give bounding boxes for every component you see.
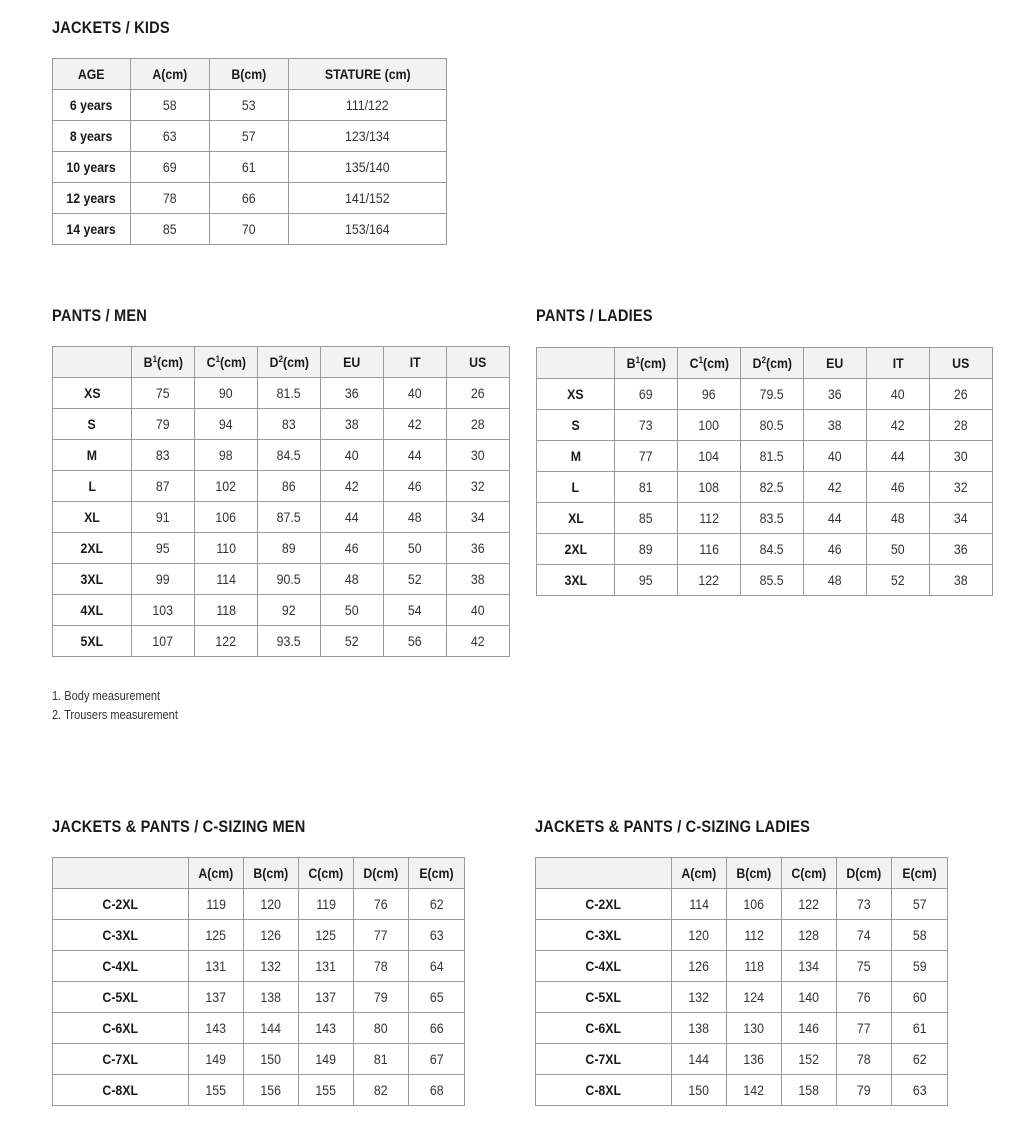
row-label: 12 years	[53, 183, 131, 214]
table-row	[53, 121, 447, 152]
column-header: B(cm)	[244, 858, 299, 889]
footnotes	[52, 686, 200, 724]
column-header: $D^2(cm)$	[741, 348, 804, 379]
table-cell: 141/152	[289, 183, 447, 214]
row-label: C-7XL	[53, 1044, 189, 1075]
table-cell: 95	[615, 565, 678, 596]
table-row	[537, 565, 993, 596]
column-header: D(cm)	[837, 858, 892, 889]
row-label: 3XL	[53, 564, 132, 595]
table-cell: 82.5	[741, 472, 804, 503]
table-cell: 40	[867, 379, 930, 410]
table-cell: 143	[299, 1013, 354, 1044]
column-header: $D^2(cm)$	[258, 347, 321, 378]
table-cell: 62	[892, 1044, 948, 1075]
row-label: C-2XL	[536, 889, 672, 920]
table-cell: 44	[867, 441, 930, 472]
table-cell: 94	[195, 409, 258, 440]
table-row	[536, 1044, 948, 1075]
table-row	[537, 503, 993, 534]
table-cell: 138	[672, 1013, 727, 1044]
table-cell: 81	[354, 1044, 409, 1075]
column-header: EU	[321, 347, 384, 378]
table-row	[536, 982, 948, 1013]
table-row	[53, 564, 510, 595]
table-cell: 57	[892, 889, 948, 920]
table-cell: 99	[132, 564, 195, 595]
table-cell: 92	[258, 595, 321, 626]
row-label: XS	[53, 378, 132, 409]
table-cell: 91	[132, 502, 195, 533]
column-header: B(cm)	[210, 59, 289, 90]
table-cell: 132	[672, 982, 727, 1013]
table-cell: 59	[892, 951, 948, 982]
table-row	[53, 889, 465, 920]
row-label: C-4XL	[53, 951, 189, 982]
table-cell: 34	[930, 503, 993, 534]
table-cell: 54	[384, 595, 447, 626]
csizing-men-table	[52, 857, 465, 1106]
table-row	[53, 214, 447, 245]
row-label: C-5XL	[53, 982, 189, 1013]
table-cell: 36	[930, 534, 993, 565]
table-cell: 81.5	[741, 441, 804, 472]
row-label: C-3XL	[53, 920, 189, 951]
jackets-kids-table	[52, 58, 447, 245]
table-cell: 122	[782, 889, 837, 920]
table-cell: 126	[672, 951, 727, 982]
table-cell: 79	[837, 1075, 892, 1106]
table-row	[537, 472, 993, 503]
table-cell: 50	[321, 595, 384, 626]
table-cell: 155	[189, 1075, 244, 1106]
table-cell: 44	[321, 502, 384, 533]
table-cell: 93.5	[258, 626, 321, 657]
table-row	[537, 441, 993, 472]
table-row	[53, 595, 510, 626]
table-cell: 52	[384, 564, 447, 595]
table-cell: 82	[354, 1075, 409, 1106]
table-cell: 87.5	[258, 502, 321, 533]
table-cell: 103	[132, 595, 195, 626]
table-row	[537, 410, 993, 441]
table-cell: 119	[299, 889, 354, 920]
table-cell: 112	[678, 503, 741, 534]
table-cell: 34	[447, 502, 510, 533]
pants-ladies-table	[536, 347, 993, 596]
table-row	[53, 502, 510, 533]
column-header: A(cm)	[672, 858, 727, 889]
table-cell: 136	[727, 1044, 782, 1075]
footnote-1: 1. Body measurement	[52, 688, 161, 703]
row-label: 10 years	[53, 152, 131, 183]
table-row	[53, 378, 510, 409]
row-label: 2XL	[537, 534, 615, 565]
table-cell: 86	[258, 471, 321, 502]
table-cell: 131	[299, 951, 354, 982]
table-cell: 68	[409, 1075, 465, 1106]
table-cell: 67	[409, 1044, 465, 1075]
table-row	[536, 1013, 948, 1044]
table-cell: 83	[132, 440, 195, 471]
column-header: D(cm)	[354, 858, 409, 889]
table-row	[53, 90, 447, 121]
table-cell: 66	[409, 1013, 465, 1044]
column-header: $C^1(cm)$	[195, 347, 258, 378]
table-cell: 124	[727, 982, 782, 1013]
table-cell: 114	[195, 564, 258, 595]
table-row	[53, 1075, 465, 1106]
table-cell: 150	[244, 1044, 299, 1075]
table-cell: 100	[678, 410, 741, 441]
header-row	[53, 59, 447, 90]
table-cell: 70	[210, 214, 289, 245]
column-header: STATURE (cm)	[289, 59, 447, 90]
row-label: C-3XL	[536, 920, 672, 951]
table-cell: 81	[615, 472, 678, 503]
table-cell: 48	[321, 564, 384, 595]
row-label: S	[53, 409, 132, 440]
table-cell: 63	[892, 1075, 948, 1106]
row-label: C-7XL	[536, 1044, 672, 1075]
table-cell: 48	[384, 502, 447, 533]
table-cell: 28	[447, 409, 510, 440]
table-cell: 85	[131, 214, 210, 245]
table-cell: 52	[867, 565, 930, 596]
table-cell: 153/164	[289, 214, 447, 245]
table-cell: 107	[132, 626, 195, 657]
table-cell: 36	[321, 378, 384, 409]
table-cell: 135/140	[289, 152, 447, 183]
table-row	[537, 534, 993, 565]
column-header: C(cm)	[299, 858, 354, 889]
table-cell: 125	[189, 920, 244, 951]
table-cell: 158	[782, 1075, 837, 1106]
table-cell: 58	[892, 920, 948, 951]
table-row	[53, 626, 510, 657]
table-cell: 40	[804, 441, 867, 472]
row-label: M	[537, 441, 615, 472]
table-cell: 152	[782, 1044, 837, 1075]
table-cell: 77	[354, 920, 409, 951]
footnote-2: 2. Trousers measurement	[52, 707, 178, 722]
table-cell: 76	[354, 889, 409, 920]
csizing-ladies-title: JACKETS & PANTS / C-SIZING LADIES	[535, 817, 811, 836]
table-cell: 73	[615, 410, 678, 441]
table-cell: 110	[195, 533, 258, 564]
table-cell: 114	[672, 889, 727, 920]
table-cell: 155	[299, 1075, 354, 1106]
table-cell: 26	[447, 378, 510, 409]
table-cell: 108	[678, 472, 741, 503]
row-label: C-6XL	[53, 1013, 189, 1044]
row-label: C-2XL	[53, 889, 189, 920]
row-label: 6 years	[53, 90, 131, 121]
table-row	[53, 152, 447, 183]
table-cell: 132	[244, 951, 299, 982]
jackets-kids-title: JACKETS / KIDS	[52, 18, 170, 37]
table-cell: 40	[447, 595, 510, 626]
table-cell: 122	[195, 626, 258, 657]
table-cell: 134	[782, 951, 837, 982]
table-cell: 106	[195, 502, 258, 533]
table-cell: 112	[727, 920, 782, 951]
table-cell: 120	[244, 889, 299, 920]
csizing-men-title: JACKETS & PANTS / C-SIZING MEN	[52, 817, 306, 836]
table-cell: 131	[189, 951, 244, 982]
table-cell: 118	[727, 951, 782, 982]
table-cell: 84.5	[741, 534, 804, 565]
table-cell: 84.5	[258, 440, 321, 471]
table-cell: 26	[930, 379, 993, 410]
column-header: C(cm)	[782, 858, 837, 889]
table-cell: 42	[384, 409, 447, 440]
table-cell: 46	[804, 534, 867, 565]
column-header: A(cm)	[189, 858, 244, 889]
table-cell: 46	[321, 533, 384, 564]
table-cell: 150	[672, 1075, 727, 1106]
column-header	[537, 348, 615, 379]
table-cell: 50	[867, 534, 930, 565]
table-row	[53, 409, 510, 440]
table-cell: 137	[189, 982, 244, 1013]
table-cell: 102	[195, 471, 258, 502]
row-label: XL	[53, 502, 132, 533]
header-row	[537, 348, 993, 379]
column-header	[53, 858, 189, 889]
row-label: S	[537, 410, 615, 441]
column-header	[536, 858, 672, 889]
table-cell: 46	[867, 472, 930, 503]
table-cell: 149	[299, 1044, 354, 1075]
table-cell: 61	[892, 1013, 948, 1044]
table-row	[53, 471, 510, 502]
row-label: C-6XL	[536, 1013, 672, 1044]
table-row	[537, 379, 993, 410]
row-label: L	[537, 472, 615, 503]
table-cell: 42	[867, 410, 930, 441]
table-cell: 48	[804, 565, 867, 596]
csizing-ladies-table	[535, 857, 948, 1106]
column-header: US	[447, 347, 510, 378]
table-row	[536, 1075, 948, 1106]
header-row	[53, 858, 465, 889]
table-cell: 137	[299, 982, 354, 1013]
table-cell: 122	[678, 565, 741, 596]
table-cell: 32	[930, 472, 993, 503]
table-cell: 87	[132, 471, 195, 502]
table-row	[53, 1013, 465, 1044]
table-cell: 80	[354, 1013, 409, 1044]
table-cell: 116	[678, 534, 741, 565]
table-cell: 61	[210, 152, 289, 183]
table-row	[53, 183, 447, 214]
table-cell: 98	[195, 440, 258, 471]
table-cell: 80.5	[741, 410, 804, 441]
table-cell: 42	[804, 472, 867, 503]
header-row	[536, 858, 948, 889]
table-cell: 30	[930, 441, 993, 472]
table-cell: 123/134	[289, 121, 447, 152]
table-cell: 104	[678, 441, 741, 472]
table-cell: 73	[837, 889, 892, 920]
row-label: XS	[537, 379, 615, 410]
table-cell: 111/122	[289, 90, 447, 121]
table-cell: 149	[189, 1044, 244, 1075]
table-cell: 79	[354, 982, 409, 1013]
table-cell: 42	[447, 626, 510, 657]
table-cell: 38	[321, 409, 384, 440]
table-cell: 38	[930, 565, 993, 596]
table-cell: 69	[615, 379, 678, 410]
table-cell: 156	[244, 1075, 299, 1106]
column-header: E(cm)	[409, 858, 465, 889]
table-cell: 138	[244, 982, 299, 1013]
table-cell: 79.5	[741, 379, 804, 410]
table-cell: 44	[804, 503, 867, 534]
row-label: 14 years	[53, 214, 131, 245]
table-row	[536, 951, 948, 982]
table-cell: 63	[131, 121, 210, 152]
table-cell: 81.5	[258, 378, 321, 409]
table-cell: 76	[837, 982, 892, 1013]
table-cell: 30	[447, 440, 510, 471]
table-cell: 79	[132, 409, 195, 440]
table-cell: 65	[409, 982, 465, 1013]
column-header: $B^1(cm)$	[615, 348, 678, 379]
row-label: M	[53, 440, 132, 471]
table-cell: 85	[615, 503, 678, 534]
table-cell: 144	[672, 1044, 727, 1075]
table-cell: 62	[409, 889, 465, 920]
row-label: 3XL	[537, 565, 615, 596]
table-cell: 96	[678, 379, 741, 410]
table-row	[53, 533, 510, 564]
table-cell: 50	[384, 533, 447, 564]
table-cell: 95	[132, 533, 195, 564]
table-cell: 44	[384, 440, 447, 471]
table-cell: 78	[131, 183, 210, 214]
table-cell: 75	[132, 378, 195, 409]
column-header: $C^1(cm)$	[678, 348, 741, 379]
table-cell: 53	[210, 90, 289, 121]
table-cell: 90.5	[258, 564, 321, 595]
table-row	[53, 440, 510, 471]
table-row	[53, 920, 465, 951]
table-cell: 130	[727, 1013, 782, 1044]
table-cell: 144	[244, 1013, 299, 1044]
row-label: 2XL	[53, 533, 132, 564]
table-cell: 83	[258, 409, 321, 440]
table-cell: 74	[837, 920, 892, 951]
table-cell: 83.5	[741, 503, 804, 534]
table-cell: 36	[447, 533, 510, 564]
table-cell: 90	[195, 378, 258, 409]
table-cell: 36	[804, 379, 867, 410]
column-header: US	[930, 348, 993, 379]
row-label: 8 years	[53, 121, 131, 152]
table-cell: 58	[131, 90, 210, 121]
row-label: C-5XL	[536, 982, 672, 1013]
table-cell: 40	[384, 378, 447, 409]
table-cell: 78	[837, 1044, 892, 1075]
row-label: 5XL	[53, 626, 132, 657]
table-cell: 32	[447, 471, 510, 502]
column-header: AGE	[53, 59, 131, 90]
table-cell: 42	[321, 471, 384, 502]
table-cell: 120	[672, 920, 727, 951]
header-row	[53, 347, 510, 378]
column-header: IT	[867, 348, 930, 379]
row-label: L	[53, 471, 132, 502]
column-header: $B^1(cm)$	[132, 347, 195, 378]
table-cell: 75	[837, 951, 892, 982]
table-cell: 146	[782, 1013, 837, 1044]
table-cell: 143	[189, 1013, 244, 1044]
row-label: C-8XL	[53, 1075, 189, 1106]
column-header: EU	[804, 348, 867, 379]
table-cell: 52	[321, 626, 384, 657]
column-header: E(cm)	[892, 858, 948, 889]
column-header: IT	[384, 347, 447, 378]
table-cell: 46	[384, 471, 447, 502]
row-label: XL	[537, 503, 615, 534]
table-cell: 125	[299, 920, 354, 951]
table-cell: 89	[615, 534, 678, 565]
column-header: B(cm)	[727, 858, 782, 889]
row-label: C-8XL	[536, 1075, 672, 1106]
table-row	[53, 951, 465, 982]
table-cell: 38	[447, 564, 510, 595]
table-cell: 140	[782, 982, 837, 1013]
table-cell: 48	[867, 503, 930, 534]
table-cell: 89	[258, 533, 321, 564]
table-cell: 63	[409, 920, 465, 951]
pants-men-title: PANTS / MEN	[52, 306, 148, 325]
table-cell: 66	[210, 183, 289, 214]
pants-men-table	[52, 346, 510, 657]
table-cell: 40	[321, 440, 384, 471]
table-cell: 126	[244, 920, 299, 951]
row-label: C-4XL	[536, 951, 672, 982]
pants-ladies-title: PANTS / LADIES	[536, 306, 653, 325]
table-cell: 78	[354, 951, 409, 982]
table-row	[536, 920, 948, 951]
table-row	[53, 982, 465, 1013]
table-cell: 118	[195, 595, 258, 626]
table-cell: 69	[131, 152, 210, 183]
table-row	[536, 889, 948, 920]
table-cell: 28	[930, 410, 993, 441]
table-cell: 128	[782, 920, 837, 951]
table-cell: 142	[727, 1075, 782, 1106]
table-cell: 64	[409, 951, 465, 982]
table-cell: 119	[189, 889, 244, 920]
table-cell: 60	[892, 982, 948, 1013]
table-cell: 38	[804, 410, 867, 441]
table-cell: 77	[837, 1013, 892, 1044]
table-cell: 77	[615, 441, 678, 472]
table-cell: 57	[210, 121, 289, 152]
table-cell: 106	[727, 889, 782, 920]
table-cell: 85.5	[741, 565, 804, 596]
column-header: A(cm)	[131, 59, 210, 90]
column-header	[53, 347, 132, 378]
row-label: 4XL	[53, 595, 132, 626]
table-row	[53, 1044, 465, 1075]
table-cell: 56	[384, 626, 447, 657]
